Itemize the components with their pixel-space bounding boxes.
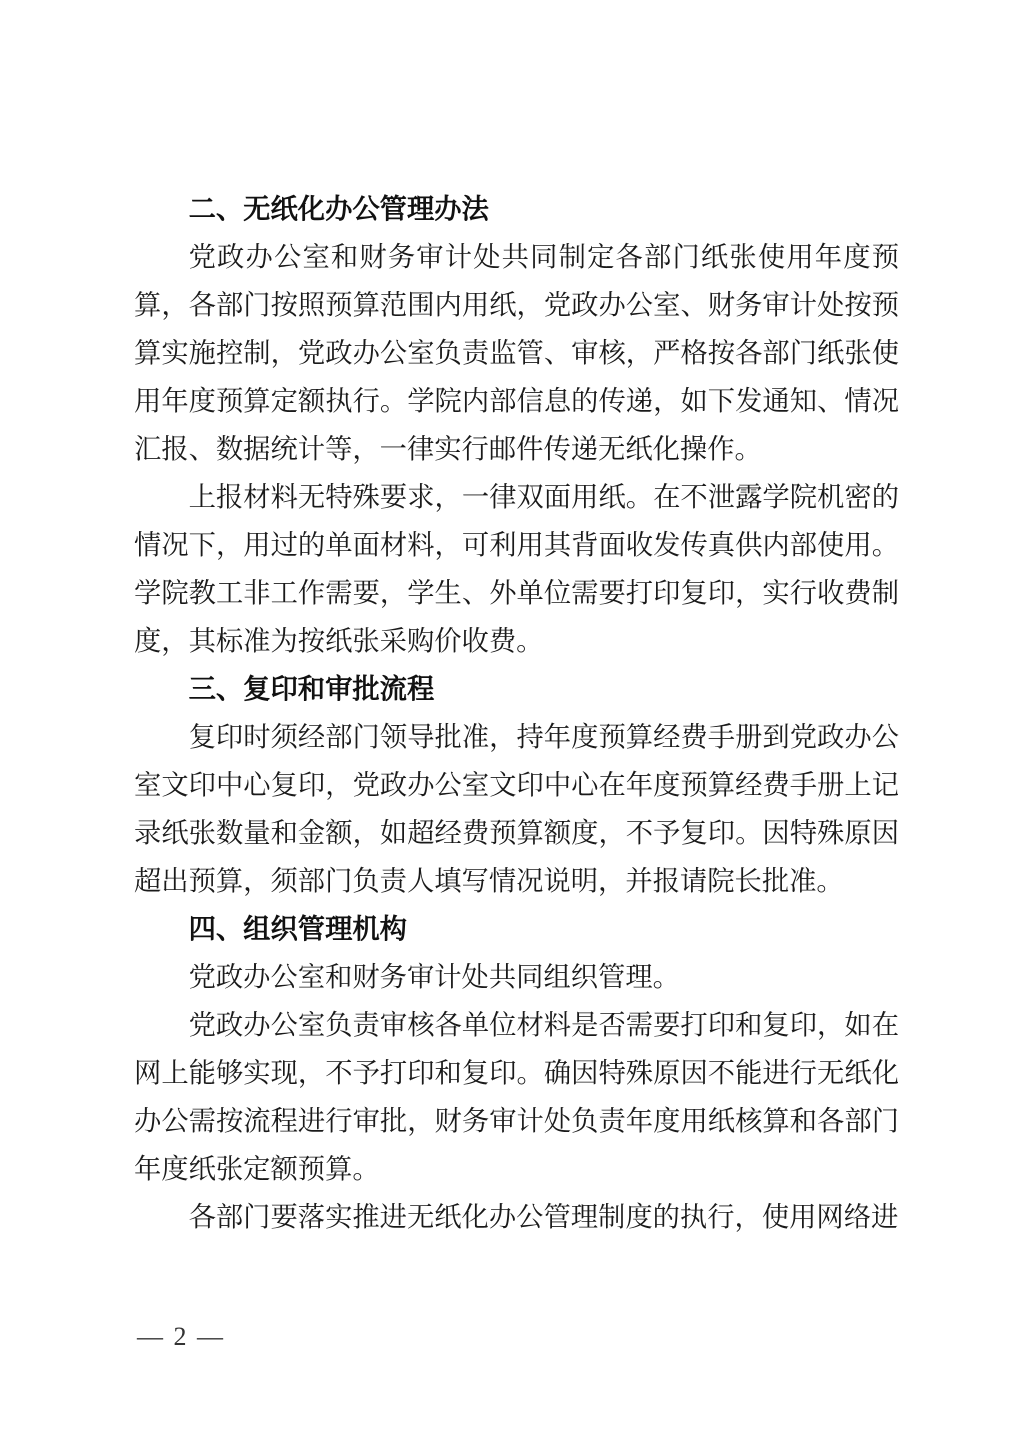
- paragraph: 上报材料无特殊要求，一律双面用纸。在不泄露学院机密的情况下，用过的单面材料，可利用其背面收发传真供内部使用。学院教工非工作需要，学生、外单位需要打印复印，实行收费制度，其标准为按纸张采购价收费。: [134, 482, 899, 656]
- section-heading-3: 三、复印和审批流程: [188, 673, 435, 704]
- paragraph: 复印时须经部门领导批准，持年度预算经费手册到党政办公室文印中心复印，党政办公室文印中心在年度预算经费手册上记录纸张数量和金额，如超经费预算额度，不予复印。因特殊原因超出预算，须部门负责人填写情况说明，并报请院长批准。: [134, 722, 899, 896]
- paragraph: 各部门要落实推进无纸化办公管理制度的执行，使用网络进: [188, 1202, 899, 1232]
- document-body: [134, 185, 899, 1241]
- paragraph: 党政办公室和财务审计处共同组织管理。: [188, 962, 680, 992]
- paragraph: 党政办公室负责审核各单位材料是否需要打印和复印，如在网上能够实现，不予打印和复印。确因特殊原因不能进行无纸化办公需按流程进行审批，财务审计处负责年度用纸核算和各部门年度纸张定额预算。: [134, 1010, 899, 1184]
- section-heading-2: 二、无纸化办公管理办法: [188, 193, 489, 224]
- paragraph: 党政办公室和财务审计处共同制定各部门纸张使用年度预算，各部门按照预算范围内用纸，党政办公室、财务审计处按预算实施控制，党政办公室负责监管、审核，严格按各部门纸张使用年度预算定额执行。学院内部信息的传递，如下发通知、情况汇报、数据统计等，一律实行邮件传递无纸化操作。: [134, 242, 899, 464]
- section-heading-4: 四、组织管理机构: [188, 913, 407, 944]
- page-number: — 2 —: [137, 1322, 225, 1351]
